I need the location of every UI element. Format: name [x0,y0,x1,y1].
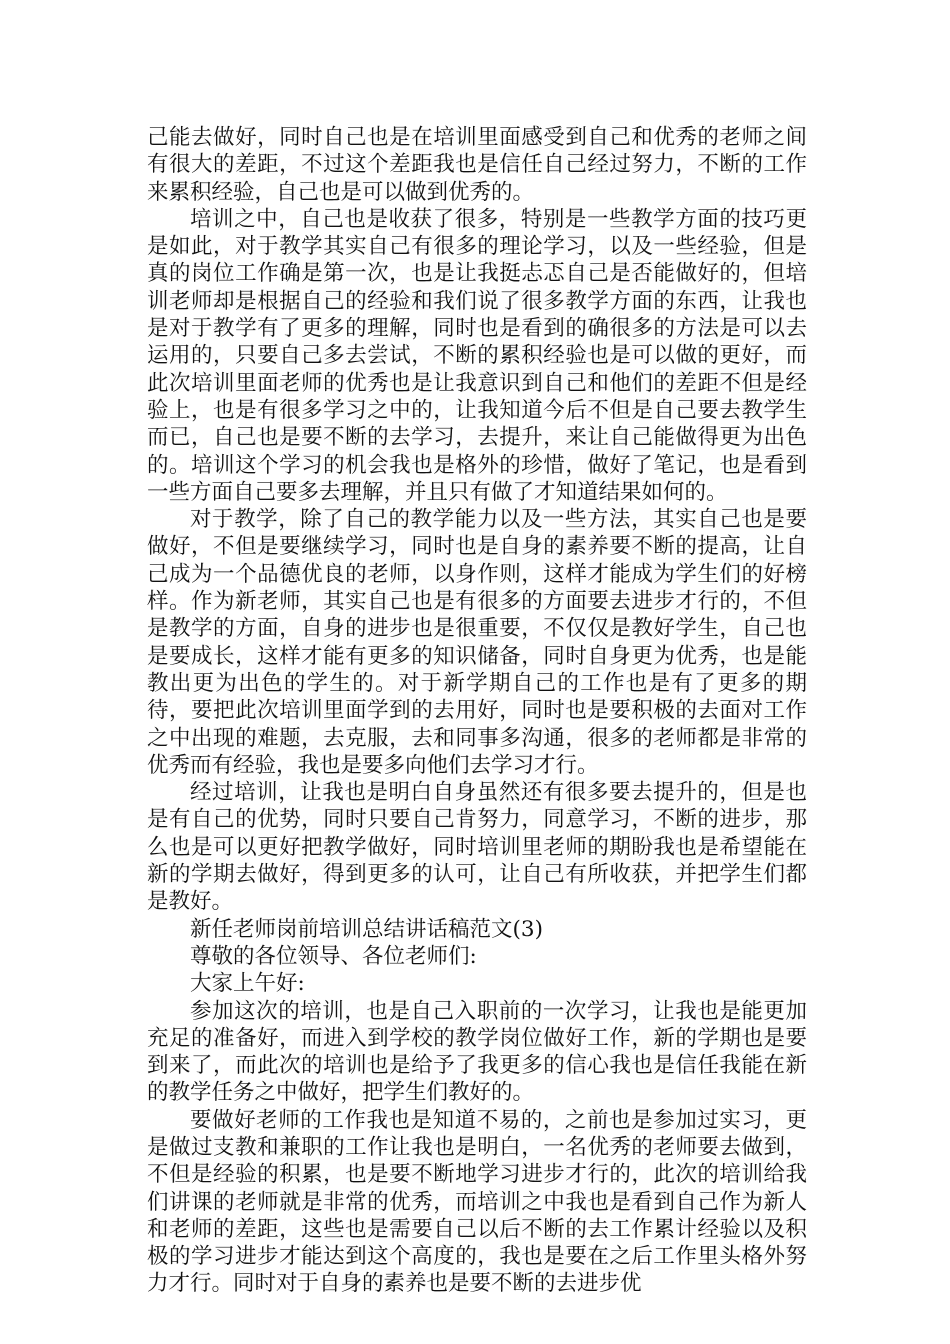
salutation: 尊敬的各位领导、各位老师们: [190,943,477,969]
paragraph-5: 参加这次的培训，也是自己入职前的一次学习，让我也是能更加充足的准备好，而进入到学校的教学岗位做好工作，新的学期也是要到来了，而此次的培训也是给予了我更多的信心我也是信任我能在新的教学任务之中做好，把学生们教好的。 [147,998,807,1106]
section-title: 新任老师岗前培训总结讲话稿范文(3) [190,916,543,942]
paragraph-6: 要做好老师的工作我也是知道不易的，之前也是参加过实习，更是做过支教和兼职的工作让我也是明白，一名优秀的老师要去做到，不但是经验的积累，也是要不断地学习进步才行的，此次的培训给我们讲课的老师就是非常的优秀，而培训之中我也是看到自己作为新人和老师的差距，这些也是需要自己以后不断的去工作累计经验以及积极的学习进步才能达到这个高度的，我也是要在之后工作里头格外努力才行。同时对于自身的素养也是要不断的去进步优 [147,1107,807,1297]
paragraph-1: 己能去做好，同时自己也是在培训里面感受到自己和优秀的老师之间有很大的差距，不过这个差距我也是信任自己经过努力，不断的工作来累积经验，自己也是可以做到优秀的。 [147,125,807,205]
paragraph-2: 培训之中，自己也是收获了很多，特别是一些教学方面的技巧更是如此，对于教学其实自己有很多的理论学习，以及一些经验，但是真的岗位工作确是第一次，也是让我挺忐忑自己是否能做好的，但培训老师却是根据自己的经验和我们说了很多教学方面的东西，让我也是对于教学有了更多的理解，同时也是看到的确很多的方法是可以去运用的，只要自己多去尝试，不断的累积经验也是可以做的更好，而此次培训里面老师的优秀也是让我意识到自己和他们的差距不但是经验上，也是有很多学习之中的，让我知道今后不但是自己要去教学生而已，自己也是要不断的去学习，去提升，来让自己能做得更为出色的。培训这个学习的机会我也是格外的珍惜，做好了笔记，也是看到一些方面自己要多去理解，并且只有做了才知道结果如何的。 [147,206,807,505]
paragraph-3: 对于教学，除了自己的教学能力以及一些方法，其实自己也是要做好，不但是要继续学习，同时也是自身的素养要不断的提高，让自己成为一个品德优良的老师，以身作则，这样才能成为学生们的好榜样。作为新老师，其实自己也是有很多的方面要去进步才行的，不但是教学的方面，自身的进步也是很重要，不仅仅是教好学生，自己也是要成长，这样才能有更多的知识储备，同时自身更为优秀，也是能教出更为出色的学生的。对于新学期自己的工作也是有了更多的期待，要把此次培训里面学到的去用好，同时也是要积极的去面对工作之中出现的难题，去克服，去和同事多沟通，很多的老师都是非常的优秀而有经验，我也是要多向他们去学习才行。 [147,507,807,778]
document-body [147,124,807,1298]
paragraph-4: 经过培训，让我也是明白自身虽然还有很多要去提升的，但是也是有自己的优势，同时只要自己肯努力，同意学习，不断的进步，那么也是可以更好把教学做好，同时培训里老师的期盼我也是希望能在新的学期去做好，得到更多的认可，让自己有所收获，并把学生们都是教好。 [147,780,807,915]
greeting: 大家上午好: [190,971,305,997]
